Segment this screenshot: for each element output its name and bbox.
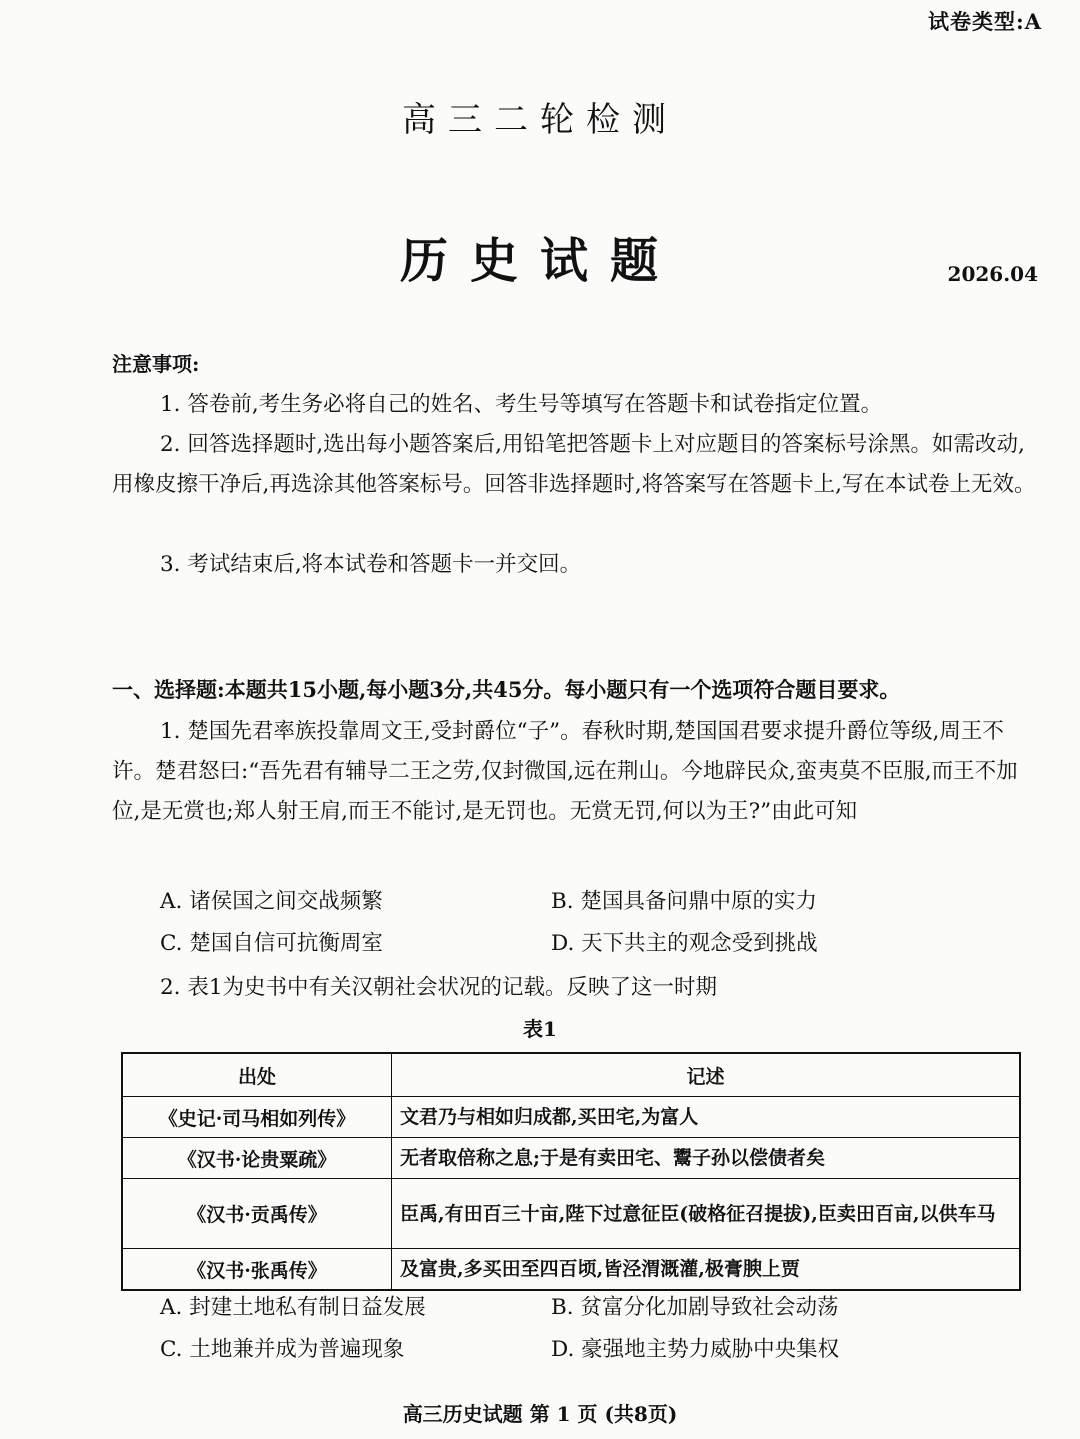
notice-item-3: 3. 考试结束后,将本试卷和答题卡一并交回。 — [160, 552, 582, 577]
question-2-option-a: A. 封建土地私有制日益发展 — [160, 1295, 426, 1320]
table-row — [122, 1179, 1020, 1249]
question-1-option-b: B. 楚国具备问鼎中原的实力 — [551, 889, 817, 914]
table-row — [122, 1138, 1020, 1179]
page-footer: 高三历史试题 第 1 页 (共8页) — [402, 1402, 678, 1426]
question-1-option-d: D. 天下共主的观念受到挑战 — [551, 931, 818, 956]
table-caption: 表1 — [523, 1017, 557, 1041]
table-cell-record: 臣禹,有田百三十亩,陛下过意征臣(破格征召提拔),臣卖田百亩,以供车马 — [392, 1179, 1021, 1249]
table-cell-record: 文君乃与相如归成都,买田宅,为富人 — [392, 1097, 1021, 1138]
question-1-option-c: C. 楚国自信可抗衡周室 — [160, 931, 383, 956]
table-row — [122, 1097, 1020, 1138]
question-2-option-b: B. 贫富分化加剧导致社会动荡 — [551, 1295, 839, 1320]
history-records-table — [121, 1052, 1021, 1291]
exam-subtitle: 高三二轮检测 — [402, 100, 678, 140]
question-1-stem: 1. 楚国先君率族投靠周文王,受封爵位“子”。春秋时期,楚国国君要求提升爵位等级,周王不许。楚君怒曰:“吾先君有辅导二王之劳,仅封微国,远在荆山。今地辟民众,蛮夷莫不臣服,而王不加位,是无赏也;郑人射王肩,而王不能讨,是无罚也。无赏无罚,何以为王?”由此可知 — [112, 719, 1018, 824]
table-cell-source: 《史记·司马相如列传》 — [122, 1097, 392, 1138]
section-heading: 一、选择题:本题共15小题,每小题3分,共45分。每小题只有一个选项符合题目要求。 — [112, 677, 901, 702]
table-header-record: 记述 — [392, 1053, 1021, 1097]
question-2-option-d: D. 豪强地主势力威胁中央集权 — [551, 1337, 840, 1362]
paper-type-label: 试卷类型:A — [927, 9, 1042, 34]
table-cell-record: 及富贵,多买田至四百顷,皆泾渭溉灌,极膏腴上贾 — [392, 1249, 1021, 1291]
table-cell-source: 《汉书·张禹传》 — [122, 1249, 392, 1291]
exam-date: 2026.04 — [947, 262, 1038, 286]
question-2-stem: 2. 表1为史书中有关汉朝社会状况的记载。反映了这一时期 — [160, 975, 718, 1000]
table-cell-record: 无者取倍称之息;于是有卖田宅、鬻子孙以偿债者矣 — [392, 1138, 1021, 1179]
exam-title: 历史试题 — [399, 233, 680, 289]
table-row — [122, 1249, 1020, 1291]
table-header-row — [122, 1053, 1020, 1097]
question-2-option-c: C. 土地兼并成为普遍现象 — [160, 1337, 405, 1362]
table-cell-source: 《汉书·贡禹传》 — [122, 1179, 392, 1249]
question-1-option-a: A. 诸侯国之间交战频繁 — [160, 889, 383, 914]
notice-item-2: 2. 回答选择题时,选出每小题答案后,用铅笔把答题卡上对应题目的答案标号涂黑。如需改动,用橡皮擦干净后,再选涂其他答案标号。回答非选择题时,将答案写在答题卡上,写在本试卷上无效。 — [112, 432, 1036, 497]
notice-item-1: 1. 答卷前,考生务必将自己的姓名、考生号等填写在答题卡和试卷指定位置。 — [160, 392, 883, 417]
table-cell-source: 《汉书·论贵粟疏》 — [122, 1138, 392, 1179]
table-header-source: 出处 — [122, 1053, 392, 1097]
notice-heading: 注意事项: — [112, 352, 200, 376]
